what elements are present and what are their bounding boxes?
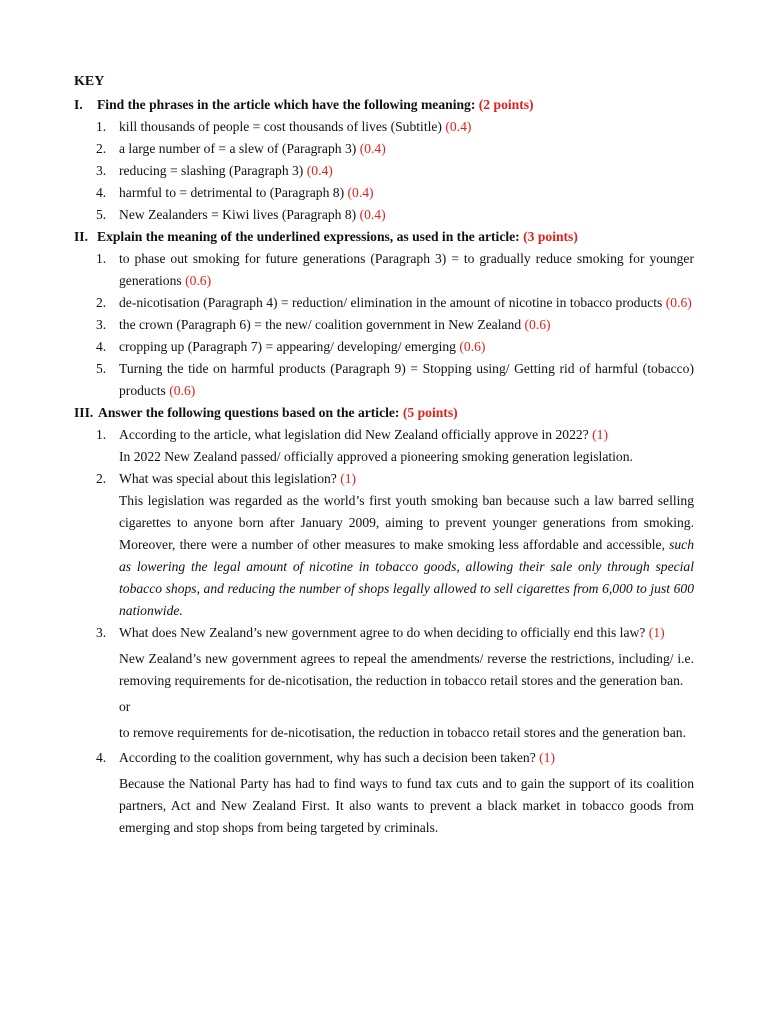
item-text: harmful to = detrimental to (Paragraph 8) bbox=[119, 185, 345, 200]
question-score: (1) bbox=[340, 471, 357, 486]
section-1-title: Find the phrases in the article which have the following meaning: bbox=[97, 97, 476, 112]
section-1-list bbox=[74, 116, 694, 226]
item-text: reducing = slashing (Paragraph 3) bbox=[119, 163, 304, 178]
item-text: New Zealanders = Kiwi lives (Paragraph 8) bbox=[119, 207, 357, 222]
question-text: According to the coalition government, why has such a decision been taken? bbox=[119, 750, 536, 765]
question-score: (1) bbox=[539, 750, 556, 765]
section-2-number: II. bbox=[74, 229, 88, 244]
item-text: de-nicotisation (Paragraph 4) = reduction/ elimination in the amount of nicotine in tobacco products bbox=[119, 295, 663, 310]
list-item bbox=[74, 292, 694, 314]
section-2-heading bbox=[74, 226, 694, 248]
section-2-list bbox=[74, 248, 694, 402]
item-text: a large number of = a slew of (Paragraph 3) bbox=[119, 141, 357, 156]
section-2-title: Explain the meaning of the underlined expressions, as used in the article: bbox=[97, 229, 520, 244]
answer-2 bbox=[74, 490, 694, 622]
section-1-heading bbox=[74, 94, 694, 116]
item-number: 3. bbox=[96, 163, 107, 178]
question-score: (1) bbox=[592, 427, 608, 442]
item-text: cropping up (Paragraph 7) = appearing/ developing/ emerging bbox=[119, 339, 456, 354]
item-text: kill thousands of people = cost thousands of lives (Subtitle) bbox=[119, 119, 442, 134]
item-score: (0.4) bbox=[359, 207, 386, 222]
list-item bbox=[74, 358, 694, 402]
answer-3-or: or bbox=[119, 699, 131, 714]
section-1-points: (2 points) bbox=[478, 97, 534, 112]
item-number: 1. bbox=[96, 119, 107, 134]
list-item bbox=[74, 336, 694, 358]
item-score: (0.6) bbox=[459, 339, 486, 354]
question-1 bbox=[74, 424, 694, 446]
item-score: (0.4) bbox=[445, 119, 472, 134]
question-text: What does New Zealand’s new government agree to do when deciding to officially end this law? bbox=[119, 625, 646, 640]
answer-1: In 2022 New Zealand passed/ officially approved a pioneering smoking generation legislation. bbox=[119, 449, 633, 464]
page-title: KEY bbox=[74, 74, 105, 89]
answer-3b: to remove requirements for de-nicotisation, the reduction in tobacco retail stores and the generation ban. bbox=[119, 725, 686, 740]
list-item bbox=[74, 116, 694, 138]
item-score: (0.6) bbox=[665, 295, 692, 310]
item-text: the crown (Paragraph 6) = the new/ coalition government in New Zealand bbox=[119, 317, 522, 332]
item-number: 4. bbox=[96, 185, 107, 200]
item-score: (0.6) bbox=[524, 317, 551, 332]
list-item bbox=[74, 314, 694, 336]
item-number: 5. bbox=[96, 361, 107, 376]
item-text: to phase out smoking for future generations (Paragraph 3) = to gradually reduce smoking for younger generations bbox=[119, 251, 694, 288]
list-item bbox=[74, 138, 694, 160]
question-text: What was special about this legislation? bbox=[119, 471, 337, 486]
section-2-points: (3 points) bbox=[523, 229, 578, 244]
section-3-points: (5 points) bbox=[402, 405, 458, 420]
list-item bbox=[74, 160, 694, 182]
question-number: 1. bbox=[96, 427, 107, 442]
item-number: 3. bbox=[96, 317, 107, 332]
question-number: 3. bbox=[96, 625, 107, 640]
item-score: (0.4) bbox=[347, 185, 374, 200]
section-3-number: III. bbox=[74, 405, 94, 420]
item-score: (0.6) bbox=[185, 273, 212, 288]
section-3-title: Answer the following questions based on the article: bbox=[98, 405, 400, 420]
item-number: 2. bbox=[96, 141, 107, 156]
answer-2-text: This legislation was regarded as the world’s first youth smoking ban because such a law barred selling cigarettes to anyone born after January 2009, aiming to prevent younger generations from smoking. Moreover, there were a number of other measures to make smoking less affordable and accessible, bbox=[119, 493, 694, 552]
question-number: 4. bbox=[96, 750, 107, 765]
answer-4: Because the National Party has had to find ways to fund tax cuts and to gain the support of its coalition partners, Act and New Zealand First. It also wants to prevent a black market in tobacco goods from emerging and stop shops from being targeted by criminals. bbox=[119, 776, 694, 835]
section-1-number: I. bbox=[74, 97, 83, 112]
answer-2-italic-text: such as lowering the legal amount of nicotine in tobacco goods, allowing their sale only through special tobacco shops, and reducing the number of shops legally allowed to sell cigarettes from 6,000 to just 600 nationwide. bbox=[119, 537, 694, 618]
question-4 bbox=[74, 747, 694, 769]
question-2 bbox=[74, 468, 694, 490]
item-score: (0.4) bbox=[359, 141, 386, 156]
list-item bbox=[74, 182, 694, 204]
item-number: 4. bbox=[96, 339, 107, 354]
answer-3a: New Zealand’s new government agrees to repeal the amendments/ reverse the restrictions, including/ i.e. removing requirements for de-nicotisation, the reduction in tobacco retail stores and the generation ban. bbox=[119, 651, 694, 688]
list-item bbox=[74, 204, 694, 226]
item-number: 5. bbox=[96, 207, 107, 222]
item-score: (0.6) bbox=[169, 383, 196, 398]
item-number: 2. bbox=[96, 295, 107, 310]
list-item bbox=[74, 248, 694, 292]
question-text: According to the article, what legislation did New Zealand officially approve in 2022? bbox=[119, 427, 589, 442]
question-3 bbox=[74, 622, 694, 644]
item-number: 1. bbox=[96, 251, 107, 266]
section-3-heading bbox=[74, 402, 694, 424]
question-number: 2. bbox=[96, 471, 107, 486]
question-score: (1) bbox=[648, 625, 665, 640]
item-score: (0.4) bbox=[306, 163, 333, 178]
item-text: Turning the tide on harmful products (Paragraph 9) = Stopping using/ Getting rid of harmful (tobacco) products bbox=[119, 361, 694, 398]
